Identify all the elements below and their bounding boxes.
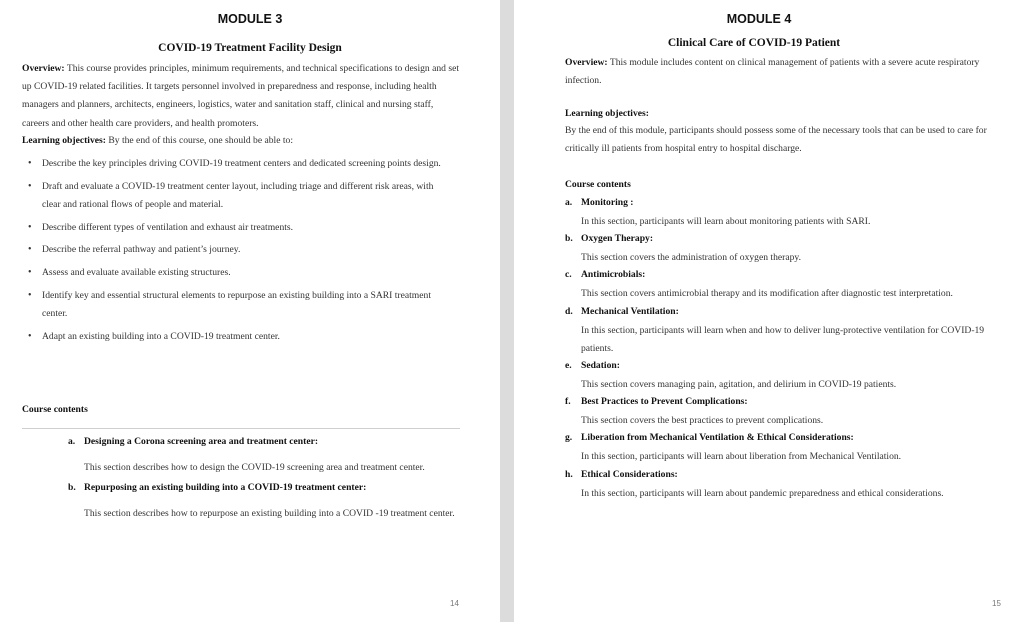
list-item — [565, 267, 1005, 303]
content-item-text: In this section, participants will learn about pandemic preparedness and ethical considerations. — [581, 487, 944, 499]
objectives-label: Learning objectives: — [565, 108, 649, 119]
content-item-text: In this section, participants will learn about monitoring patients with SARI. — [581, 216, 871, 227]
course-contents-list — [565, 195, 1005, 503]
objectives-paragraph — [22, 132, 462, 150]
content-item-title: h. Ethical Considerations: — [565, 468, 678, 480]
module-title: COVID-19 Treatment Facility Design — [158, 42, 342, 54]
overview-text: This module includes content on clinical management of patients with a severe acute respiratory infection. — [565, 57, 980, 87]
content-item-title: a. Designing a Corona screening area and treatment center: — [68, 436, 319, 447]
list-item: • Draft and evaluate a COVID-19 treatment center layout, including triage and different risk areas, with clear and rational flows of people and material. — [26, 178, 446, 214]
content-item-title: e. Sedation: — [565, 360, 620, 372]
overview-text: This course provides principles, minimum requirements, and technical specifications to design and set up COVID-19 related facilities. It targets personnel involved in preparedness and response, including health managers and planners, architects, engineers, logistics, water and sanitation staff, clinical and nursing staff, careers and other health care providers, and health promoters. — [22, 63, 460, 129]
content-item-text: This section covers antimicrobial therapy and its modification after diagnostic test interpretation. — [581, 288, 953, 300]
content-item-text: This section covers managing pain, agitation, and delirium in COVID-19 patients. — [581, 379, 897, 391]
objectives-intro: By the end of this course, one should be able to: — [108, 135, 293, 146]
list-item: • Describe different types of ventilation and exhaust air treatments. — [26, 219, 446, 237]
content-item-text: In this section, participants will learn about liberation from Mechanical Ventilation. — [581, 451, 902, 463]
course-contents-heading: Course contents — [565, 179, 631, 190]
objectives-text: By the end of this module, participants should possess some of the necessary tools that can be used to care for critically ill patients from hospital entry to hospital discharge. — [565, 125, 987, 155]
list-item: • Identify key and essential structural elements to repurpose an existing building into a SARI treatment center. — [26, 287, 446, 323]
content-item-text: This section covers the best practices to prevent complications. — [581, 415, 824, 427]
page-number: 15 — [992, 599, 1001, 608]
list-item: • Assess and evaluate available existing structures. — [26, 264, 446, 282]
list-item: • Adapt an existing building into a COVID-19 treatment center. — [26, 328, 446, 346]
content-item-text: This section covers the administration of oxygen therapy. — [581, 252, 801, 264]
list-item — [565, 195, 1005, 231]
content-item-text: This section describes how to design the COVID-19 screening area and treatment center. — [84, 462, 425, 473]
overview-label: Overview: — [565, 57, 608, 68]
overview-paragraph — [22, 60, 462, 133]
content-item-text: In this section, participants will learn when and how to deliver lung-protective ventilation for COVID-19 patients. — [581, 324, 985, 354]
content-item-title: b. Oxygen Therapy: — [565, 233, 654, 245]
page-right — [514, 0, 1024, 622]
content-item-text: This section describes how to repurpose an existing building into a COVID -19 treatment center. — [84, 508, 455, 519]
course-contents-heading: Course contents — [22, 404, 88, 415]
list-item — [565, 430, 1005, 466]
divider — [22, 428, 460, 429]
overview-paragraph — [565, 54, 995, 90]
page-gutter — [500, 0, 514, 622]
objectives-label: Learning objectives: — [22, 135, 106, 146]
list-item — [565, 467, 1005, 503]
list-item — [565, 231, 1005, 267]
content-item-title: d. Mechanical Ventilation: — [565, 305, 679, 317]
list-item: • Describe the referral pathway and patient’s journey. — [26, 241, 446, 259]
list-item — [565, 394, 1005, 430]
content-item-title: g. Liberation from Mechanical Ventilation & Ethical Considerations: — [565, 432, 854, 444]
list-item — [565, 304, 1005, 358]
overview-label: Overview: — [22, 63, 65, 74]
list-item — [565, 358, 1005, 394]
content-item-title: f. Best Practices to Prevent Complications: — [565, 396, 748, 408]
module-heading: MODULE 3 — [217, 12, 283, 26]
content-item-title: a. Monitoring : — [565, 197, 634, 208]
content-item-title: c. Antimicrobials: — [565, 269, 646, 281]
module-title: Clinical Care of COVID-19 Patient — [667, 37, 841, 49]
page-number: 14 — [450, 599, 459, 608]
module-heading: MODULE 4 — [726, 12, 792, 26]
content-item-title: b. Repurposing an existing building into a COVID-19 treatment center: — [68, 482, 367, 493]
page-left — [0, 0, 500, 622]
objectives-list — [26, 155, 446, 350]
list-item: • Describe the key principles driving COVID-19 treatment centers and dedicated screening points design. — [26, 155, 446, 173]
